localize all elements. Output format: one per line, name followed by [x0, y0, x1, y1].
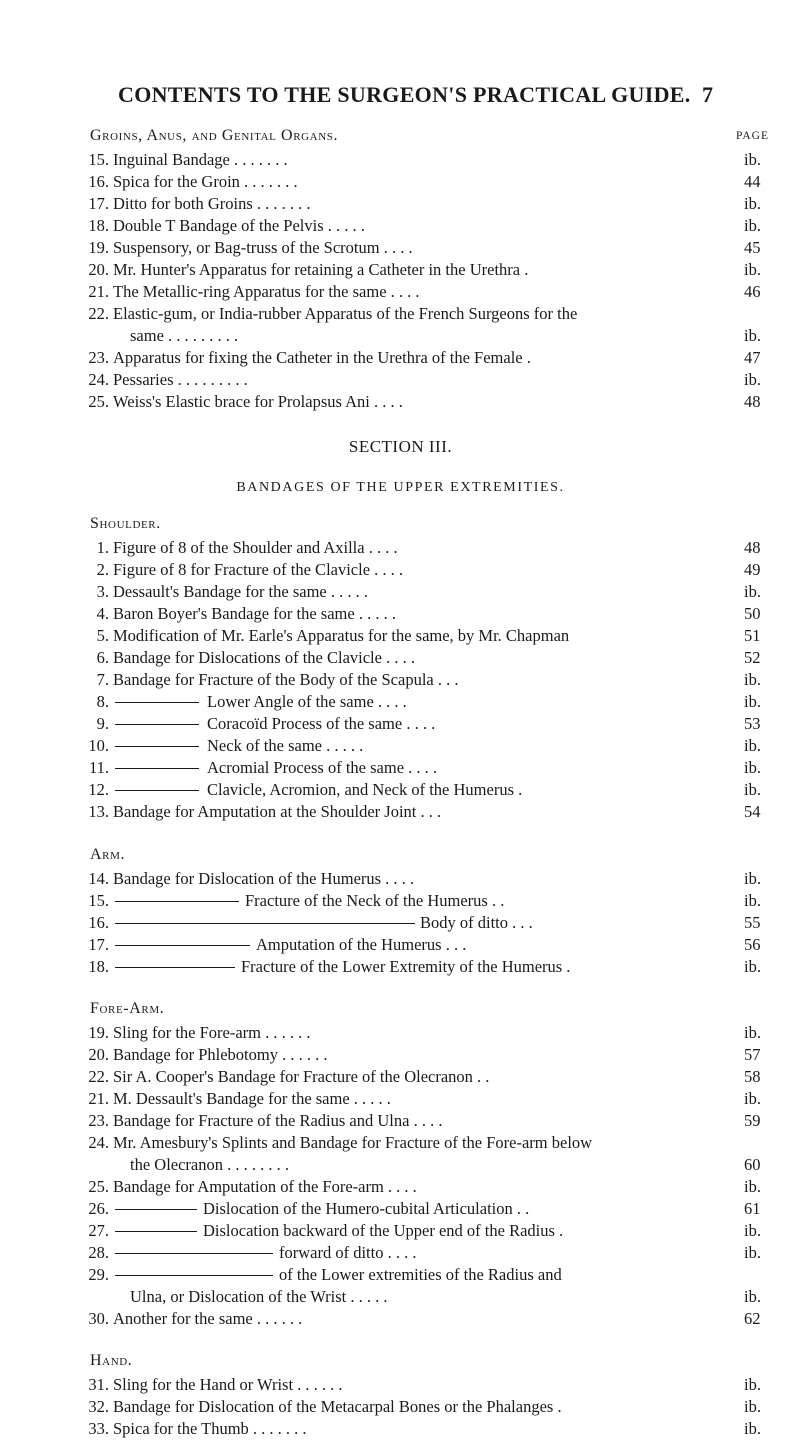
entry-page: 55: [744, 913, 761, 932]
list-item: [0, 1154, 801, 1176]
entry-number: 23.: [88, 1111, 109, 1130]
entry-number: 16.: [88, 913, 109, 932]
entry-page: 46: [744, 282, 761, 301]
entry-number: 4.: [96, 604, 109, 623]
entry-number: 15.: [88, 891, 109, 910]
entry-page: 52: [744, 648, 761, 667]
entry-text: Bandage for Amputation at the Shoulder Joint . . .: [113, 802, 442, 821]
list-item: [0, 934, 801, 956]
entry-text: Bandage for Amputation of the Fore-arm . . . .: [113, 1177, 417, 1196]
header-title: CONTENTS TO THE SURGEON'S PRACTICAL GUIDE.: [118, 82, 691, 107]
entry-number: 30.: [88, 1309, 109, 1328]
list-item: [0, 1198, 801, 1220]
entry-text: Dislocation backward of the Upper end of the Radius .: [203, 1221, 564, 1240]
list-item: [0, 303, 801, 325]
list-item: [0, 691, 801, 713]
entry-page: ib.: [744, 194, 761, 213]
entry-page: ib.: [744, 370, 761, 389]
entry-number: 28.: [88, 1243, 109, 1262]
list-item: [0, 237, 801, 259]
entry-text: Elastic-gum, or India-rubber Apparatus of the French Surgeons for the: [113, 304, 578, 323]
entry-page: ib.: [744, 1221, 761, 1240]
group-title-arm: Arm.: [90, 846, 126, 863]
list-item: [0, 1374, 801, 1396]
entry-number: 22.: [88, 304, 109, 323]
list-item: [0, 559, 801, 581]
entry-page: ib.: [744, 582, 761, 601]
entry-text: Coracoïd Process of the same . . . .: [207, 714, 436, 733]
entry-number: 2.: [96, 560, 109, 579]
entry-text: Sir A. Cooper's Bandage for Fracture of the Olecranon . .: [113, 1067, 490, 1086]
entry-page: ib.: [744, 1419, 761, 1438]
list-item: [0, 1242, 801, 1264]
list-item: [0, 603, 801, 625]
entry-page: ib.: [744, 891, 761, 910]
entry-page: 49: [744, 560, 761, 579]
ditto-dash: [115, 702, 199, 703]
entry-text: Sling for the Hand or Wrist . . . . . .: [113, 1375, 343, 1394]
entry-page: 62: [744, 1309, 761, 1328]
entry-number: 17.: [88, 935, 109, 954]
entry-number: 17.: [88, 194, 109, 213]
entry-text: of the Lower extremities of the Radius and: [279, 1265, 562, 1284]
entry-page: 59: [744, 1111, 761, 1130]
entry-page: ib.: [744, 260, 761, 279]
entry-text: Body of ditto . . .: [420, 913, 533, 932]
entry-number: 20.: [88, 260, 109, 279]
entry-page: ib.: [744, 1089, 761, 1108]
entry-text: Spica for the Thumb . . . . . . .: [113, 1419, 307, 1438]
list-item: [0, 1044, 801, 1066]
list-item: [0, 1110, 801, 1132]
entry-page: 53: [744, 714, 761, 733]
entry-number: 23.: [88, 348, 109, 367]
ditto-dash: [115, 790, 199, 791]
entry-text: Bandage for Fracture of the Body of the Scapula . . .: [113, 670, 459, 689]
entry-text: Fracture of the Lower Extremity of the Humerus .: [241, 957, 571, 976]
entry-number: 20.: [88, 1045, 109, 1064]
entry-text: Baron Boyer's Bandage for the same . . . . .: [113, 604, 396, 623]
entry-page: ib.: [744, 736, 761, 755]
entry-page: ib.: [744, 326, 761, 345]
entry-number: 16.: [88, 172, 109, 191]
entry-number: 29.: [88, 1265, 109, 1284]
entry-number: 25.: [88, 1177, 109, 1196]
group-title-forearm: Fore-Arm.: [90, 1000, 165, 1017]
list-item: [0, 281, 801, 303]
list-item: [0, 801, 801, 823]
group-title-hand: Hand.: [90, 1352, 133, 1369]
list-item: [0, 325, 801, 347]
group-title-shoulder: Shoulder.: [90, 515, 161, 532]
entry-number: 18.: [88, 216, 109, 235]
entry-text: Ulna, or Dislocation of the Wrist . . . . .: [130, 1287, 388, 1306]
ditto-dash: [115, 1253, 273, 1254]
entry-number: 11.: [88, 758, 109, 777]
entry-number: 21.: [88, 282, 109, 301]
list-item: [0, 1308, 801, 1330]
entry-text: same . . . . . . . . .: [130, 326, 239, 345]
list-item: [0, 215, 801, 237]
group-title-groins: Groins, Anus, and Genital Organs.: [90, 127, 339, 144]
entry-number: 13.: [88, 802, 109, 821]
list-item: [0, 1132, 801, 1154]
entry-text: Dessault's Bandage for the same . . . . .: [113, 582, 368, 601]
entry-text: forward of ditto . . . .: [279, 1243, 417, 1262]
list-item: [0, 669, 801, 691]
ditto-dash: [115, 1209, 197, 1210]
list-item: [0, 956, 801, 978]
section-title: SECTION III.: [348, 437, 453, 456]
list-item: [0, 868, 801, 890]
list-item: [0, 912, 801, 934]
entry-page: ib.: [744, 1287, 761, 1306]
entry-number: 24.: [88, 370, 109, 389]
list-item: [0, 149, 801, 171]
ditto-dash: [115, 724, 199, 725]
page-header: [118, 82, 728, 108]
list-item: [0, 757, 801, 779]
list-item: [0, 1286, 801, 1308]
entry-text: Figure of 8 of the Shoulder and Axilla . . . .: [113, 538, 398, 557]
entry-page: 54: [744, 802, 761, 821]
list-item: [0, 647, 801, 669]
entry-text: Bandage for Fracture of the Radius and Ulna . . . .: [113, 1111, 443, 1130]
entry-number: 21.: [88, 1089, 109, 1108]
list-item: [0, 259, 801, 281]
ditto-dash: [115, 768, 199, 769]
list-item: [0, 713, 801, 735]
header-page-number: 7: [702, 82, 714, 107]
entry-text: Pessaries . . . . . . . . .: [113, 370, 248, 389]
entry-text: Double T Bandage of the Pelvis . . . . .: [113, 216, 365, 235]
list-item: [0, 1088, 801, 1110]
ditto-dash: [115, 945, 250, 946]
list-item: [0, 1176, 801, 1198]
entry-page: ib.: [744, 216, 761, 235]
list-item: [0, 625, 801, 647]
entry-page: ib.: [744, 1023, 761, 1042]
entry-page: 50: [744, 604, 761, 623]
entry-page: 51: [744, 626, 761, 645]
entry-number: 1.: [96, 538, 109, 557]
entry-page: 47: [744, 348, 761, 367]
entry-page: ib.: [744, 1243, 761, 1262]
entry-number: 5.: [96, 626, 109, 645]
entry-page: 48: [744, 538, 761, 557]
entry-page: 60: [744, 1155, 761, 1174]
entry-text: Neck of the same . . . . .: [207, 736, 364, 755]
entry-text: the Olecranon . . . . . . . .: [130, 1155, 289, 1174]
entry-number: 31.: [88, 1375, 109, 1394]
entry-page: 44: [744, 172, 761, 191]
entry-number: 18.: [88, 957, 109, 976]
entry-text: Suspensory, or Bag-truss of the Scrotum . . . .: [113, 238, 413, 257]
ditto-dash: [115, 967, 235, 968]
entry-text: Spica for the Groin . . . . . . .: [113, 172, 298, 191]
entry-page: ib.: [744, 1397, 761, 1416]
list-item: [0, 1418, 801, 1440]
entry-text: Inguinal Bandage . . . . . . .: [113, 150, 288, 169]
list-item: [0, 1066, 801, 1088]
section-subtitle: BANDAGES OF THE UPPER EXTREMITIES.: [236, 480, 565, 495]
entry-number: 27.: [88, 1221, 109, 1240]
entry-text: The Metallic-ring Apparatus for the same . . . .: [113, 282, 420, 301]
entry-text: Acromial Process of the same . . . .: [207, 758, 438, 777]
ditto-dash: [115, 901, 239, 902]
entry-page: 48: [744, 392, 761, 411]
list-item: [0, 193, 801, 215]
entry-number: 8.: [96, 692, 109, 711]
entry-text: Bandage for Phlebotomy . . . . . .: [113, 1045, 328, 1064]
entry-page: ib.: [744, 758, 761, 777]
list-item: [0, 1264, 801, 1286]
entry-number: 3.: [96, 582, 109, 601]
list-item: [0, 779, 801, 801]
page-column-heading: PAGE: [736, 130, 769, 142]
entry-text: M. Dessault's Bandage for the same . . . . .: [113, 1089, 391, 1108]
ditto-dash: [115, 1275, 273, 1276]
list-item: [0, 1396, 801, 1418]
entry-page: ib.: [744, 957, 761, 976]
entry-number: 14.: [88, 869, 109, 888]
list-item: [0, 1220, 801, 1242]
entry-text: Amputation of the Humerus . . .: [256, 935, 467, 954]
entry-text: Mr. Hunter's Apparatus for retaining a Catheter in the Urethra .: [113, 260, 529, 279]
entry-number: 19.: [88, 238, 109, 257]
list-item: [0, 735, 801, 757]
entry-page: ib.: [744, 1375, 761, 1394]
ditto-dash: [115, 1231, 197, 1232]
entry-number: 12.: [88, 780, 109, 799]
entry-page: 57: [744, 1045, 761, 1064]
entry-page: ib.: [744, 692, 761, 711]
entry-page: 56: [744, 935, 761, 954]
entry-page: ib.: [744, 780, 761, 799]
entry-page: ib.: [744, 150, 761, 169]
entry-text: Bandage for Dislocation of the Humerus . . . .: [113, 869, 415, 888]
entry-number: 15.: [88, 150, 109, 169]
entry-text: Dislocation of the Humero-cubital Articulation . .: [203, 1199, 530, 1218]
entry-text: Modification of Mr. Earle's Apparatus for the same, by Mr. Chapman: [113, 626, 570, 645]
entry-page: 45: [744, 238, 761, 257]
entry-text: Figure of 8 for Fracture of the Clavicle . . . .: [113, 560, 404, 579]
entry-number: 33.: [88, 1419, 109, 1438]
entry-number: 26.: [88, 1199, 109, 1218]
list-item: [0, 171, 801, 193]
entry-text: Clavicle, Acromion, and Neck of the Humerus .: [207, 780, 523, 799]
list-item: [0, 890, 801, 912]
entry-page: ib.: [744, 1177, 761, 1196]
entry-text: Mr. Amesbury's Splints and Bandage for Fracture of the Fore-arm below: [113, 1133, 593, 1152]
entry-number: 22.: [88, 1067, 109, 1086]
list-item: [0, 581, 801, 603]
entry-text: Bandage for Dislocation of the Metacarpal Bones or the Phalanges .: [113, 1397, 562, 1416]
entry-text: Bandage for Dislocations of the Clavicle . . . .: [113, 648, 415, 667]
entry-number: 24.: [88, 1133, 109, 1152]
entry-text: Apparatus for fixing the Catheter in the Urethra of the Female .: [113, 348, 531, 367]
entry-page: ib.: [744, 670, 761, 689]
list-item: [0, 537, 801, 559]
ditto-dash: [115, 923, 415, 924]
list-item: [0, 347, 801, 369]
entry-text: Ditto for both Groins . . . . . . .: [113, 194, 311, 213]
entry-number: 7.: [96, 670, 109, 689]
ditto-dash: [115, 746, 199, 747]
entry-text: Another for the same . . . . . .: [113, 1309, 303, 1328]
entry-text: Fracture of the Neck of the Humerus . .: [245, 891, 505, 910]
entry-number: 32.: [88, 1397, 109, 1416]
entry-text: Weiss's Elastic brace for Prolapsus Ani . . . .: [113, 392, 403, 411]
entry-number: 19.: [88, 1023, 109, 1042]
entry-page: 61: [744, 1199, 761, 1218]
entry-number: 25.: [88, 392, 109, 411]
entry-page: ib.: [744, 869, 761, 888]
list-item: [0, 1022, 801, 1044]
entry-text: Lower Angle of the same . . . .: [207, 692, 407, 711]
list-item: [0, 391, 801, 413]
entry-number: 9.: [96, 714, 109, 733]
entry-number: 10.: [88, 736, 109, 755]
list-item: [0, 369, 801, 391]
entry-text: Sling for the Fore-arm . . . . . .: [113, 1023, 311, 1042]
entry-page: 58: [744, 1067, 761, 1086]
entry-number: 6.: [96, 648, 109, 667]
